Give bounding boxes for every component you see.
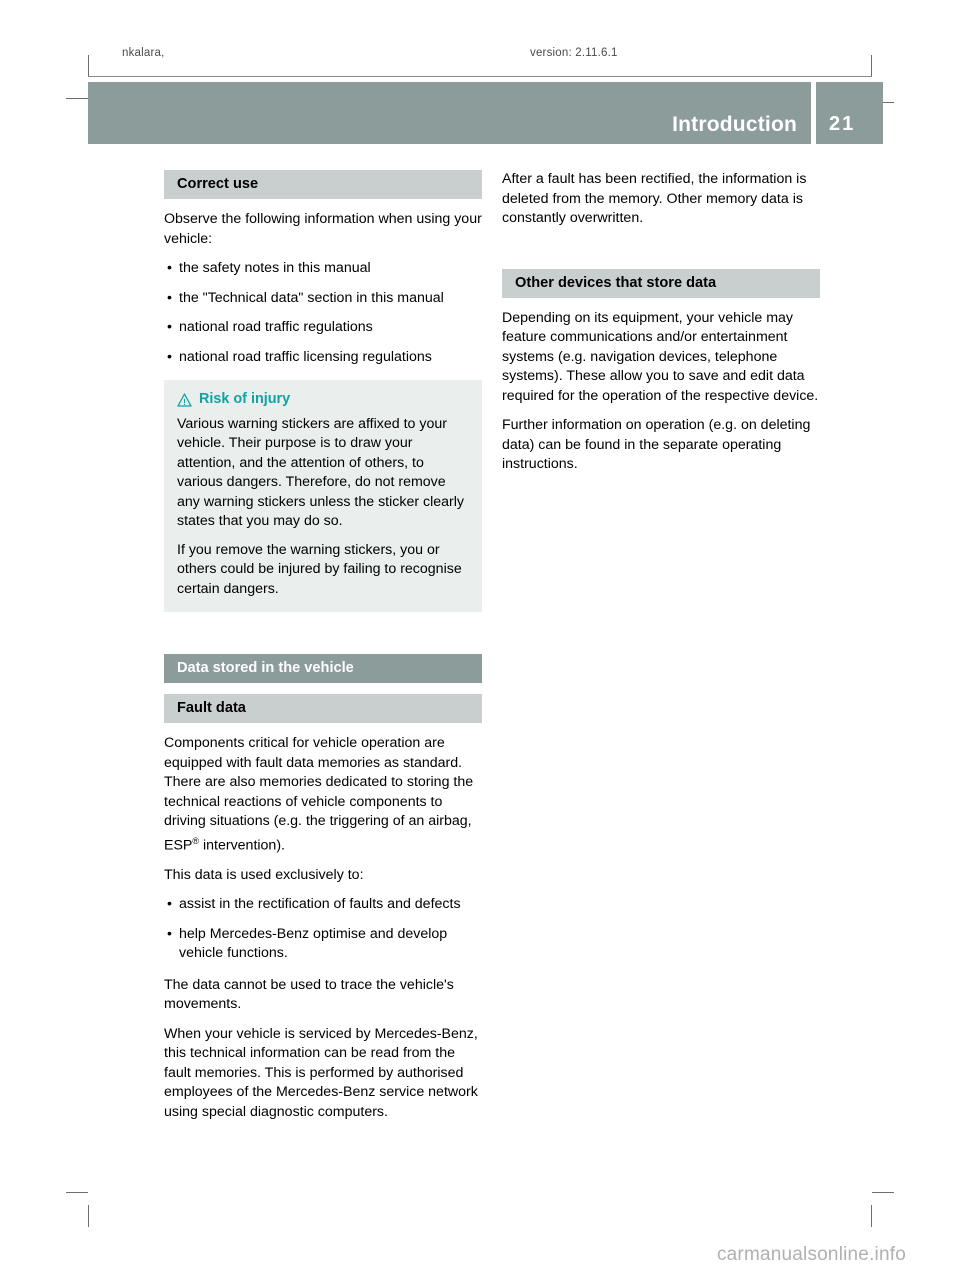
page-number: 21 <box>829 113 856 135</box>
crop-mark-top-left-vertical <box>88 55 89 77</box>
crop-mark-bottom-right-horizontal <box>872 1192 894 1193</box>
correct-use-bullet-list <box>164 259 482 367</box>
list-item: • national road traffic licensing regulations <box>164 348 482 368</box>
page-header-band <box>88 82 811 144</box>
left-column <box>164 170 482 1132</box>
section-heading-correct-use: Correct use <box>164 170 482 199</box>
other-devices-paragraph-2: Further information on operation (e.g. on deleting data) can be found in the separate operating instructions. <box>502 417 811 472</box>
site-watermark: carmanualsonline.info <box>716 1244 906 1265</box>
section-spacer <box>164 612 482 654</box>
warning-box-risk-of-injury <box>164 380 482 612</box>
page-title: Introduction <box>672 113 797 136</box>
fault-data-paragraph-1-tail: intervention). <box>199 837 285 854</box>
other-devices-paragraph-1: Depending on its equipment, your vehicle may feature communications and/or entertainment systems (e.g. navigation devices, telephone systems). These allow you to save and edit data required for the operation of the respective device. <box>502 309 819 404</box>
section-heading-fault-data: Fault data <box>164 694 482 723</box>
section-heading-other-devices-that-store-data: Other devices that store data <box>502 269 820 298</box>
list-item: • national road traffic regulations <box>164 318 482 338</box>
fault-data-paragraph-4: When your vehicle is serviced by Mercedes-Benz, this technical information can be read from the fault memories. This is performed by authorised employees of the Mercedes-Benz service network using special diagnostic computers. <box>164 1025 478 1120</box>
warning-paragraph: Various warning stickers are affixed to your vehicle. Their purpose is to draw your attention, and the attention of others, to various dangers. Therefore, do not remove any warning stickers unless the sticker clearly states that you may do so. <box>177 415 465 529</box>
section-heading-data-stored-in-the-vehicle: Data stored in the vehicle <box>164 654 482 683</box>
warning-box-title: Risk of injury <box>199 391 291 407</box>
fault-data-paragraph-2: This data is used exclusively to: <box>164 866 364 883</box>
fault-data-bullet-list <box>164 895 482 964</box>
list-item: • assist in the rectification of faults and defects <box>164 895 482 915</box>
right-column <box>502 170 820 485</box>
registered-trademark-icon: ® <box>192 835 200 846</box>
section-spacer <box>502 239 820 269</box>
crop-mark-top-left-horizontal <box>66 98 88 99</box>
warning-paragraph: If you remove the warning stickers, you or others could be injured by failing to recognise certain dangers. <box>177 541 462 597</box>
right-column-intro-paragraph: After a fault has been rectified, the information is deleted from the memory. Other memory data is constantly overwritten. <box>502 171 807 226</box>
list-item: • the "Technical data" section in this manual <box>164 289 482 309</box>
running-head-version-text: version: 2.11.6.1 <box>530 47 618 59</box>
running-head-left <box>122 47 165 70</box>
correct-use-intro: Observe the following information when using your vehicle: <box>164 211 482 247</box>
crop-mark-bottom-left-horizontal <box>66 1192 88 1193</box>
running-head-left-text: nkalara, <box>122 47 165 59</box>
fault-data-paragraph-3: The data cannot be used to trace the vehicle's movements. <box>164 976 454 1013</box>
fault-data-paragraph-1-text: Components critical for vehicle operation are equipped with fault data memories as standard. There are also memories dedicated to storing the technical reactions of vehicle components to driving situations (e.g. the triggering of an airbag, ESP <box>164 735 474 854</box>
running-head-rule <box>88 76 872 77</box>
fault-data-paragraph-1 <box>164 734 482 856</box>
running-head-version <box>530 47 618 70</box>
list-item: • the safety notes in this manual <box>164 259 482 279</box>
warning-box-header <box>177 390 469 410</box>
page-number-block <box>816 82 883 144</box>
crop-mark-top-right-vertical <box>871 55 872 77</box>
list-item: • help Mercedes-Benz optimise and develop vehicle functions. <box>164 925 482 964</box>
crop-mark-bottom-right-vertical <box>871 1205 872 1227</box>
crop-mark-bottom-left-vertical <box>88 1205 89 1227</box>
warning-triangle-icon <box>177 393 192 407</box>
